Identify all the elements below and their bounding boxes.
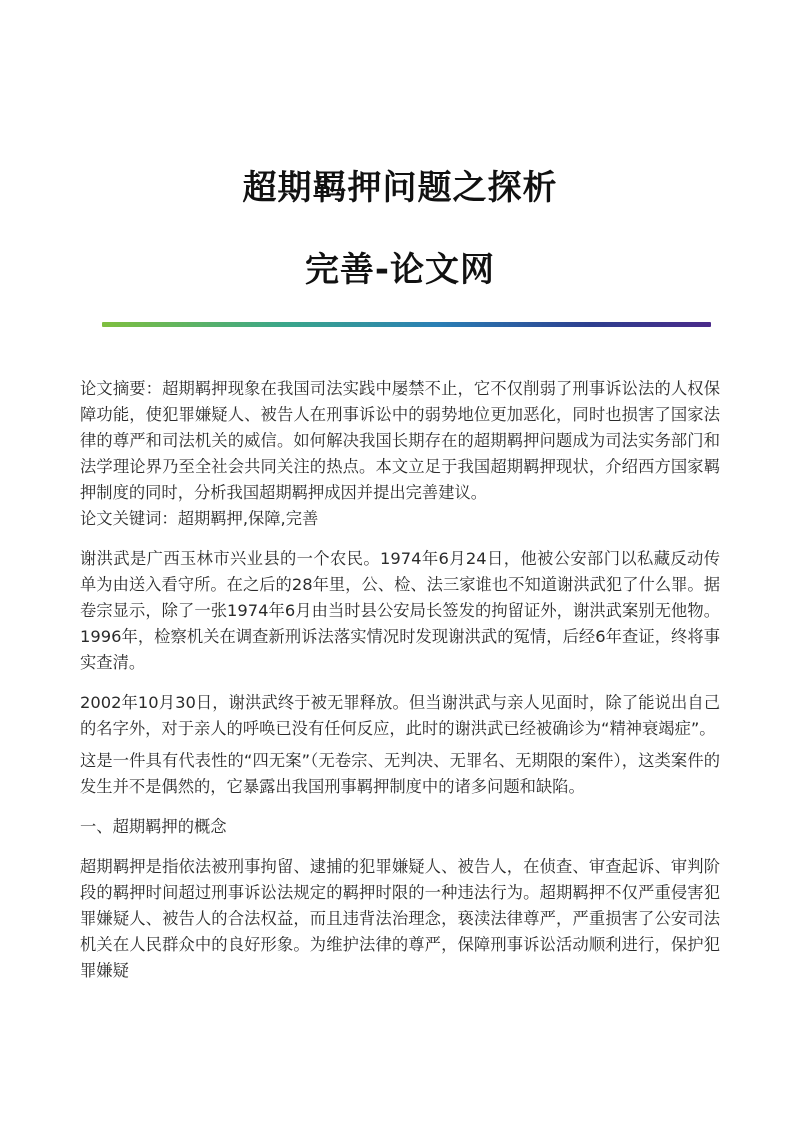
definition-paragraph: 超期羁押是指依法被刑事拘留、逮捕的犯罪嫌疑人、被告人，在侦查、审查起诉、审判阶段的羁押时间超过刑事诉讼法规定的羁押时限的一种违法行为。超期羁押不仅严重侵害犯罪嫌疑人、被告人的合法权益，而且违背法治理念，亵渎法律尊严，严重损害了公安司法机关在人民群众中的良好形象。为维护法律的尊严，保障刑事诉讼活动顺利进行，保护犯罪嫌疑 [80,857,720,980]
body-paragraph: 2002年10月30日，谢洪武终于被无罪释放。但当谢洪武与亲人见面时，除了能说出自己的名字外，对于亲人的呼唤已没有任何反应，此时的谢洪武已经被确诊为“精神衰竭症”。 [80,693,720,738]
section-heading: 一、超期羁押的概念 [80,817,227,836]
body-paragraph: 这是一件具有代表性的“四无案”（无卷宗、无判决、无罪名、无期限的案件），这类案件的发生并不是偶然的，它暴露出我国刑事羁押制度中的诸多问题和缺陷。 [80,751,720,796]
document-subtitle: 完善-论文网 [304,250,496,290]
title-divider [102,322,711,327]
abstract-paragraph: 论文摘要：超期羁押现象在我国司法实践中屡禁不止，它不仅削弱了刑事诉讼法的人权保障功能，使犯罪嫌疑人、被告人在刑事诉讼中的弱势地位更加恶化，同时也损害了国家法律的尊严和司法机关的威信。如何解决我国长期存在的超期羁押问题成为司法实务部门和法学理论界乃至全社会共同关注的热点。本文立足于我国超期羁押现状，介绍西方国家羁押制度的同时，分析我国超期羁押成因并提出完善建议。 [80,379,720,502]
document-body [80,376,720,984]
body-paragraph: 谢洪武是广西玉林市兴业县的一个农民。1974年6月24日，他被公安部门以私藏反动传单为由送入看守所。在之后的28年里，公、检、法三家谁也不知道谢洪武犯了什么罪。据卷宗显示，除了一张1974年6月由当时县公安局长签发的拘留证外，谢洪武案别无他物。1996年，检察机关在调查新刑诉法落实情况时发现谢洪武的冤情，后经6年查证，终将事实查清。 [80,549,720,672]
keywords-line: 论文关键词：超期羁押,保障,完善 [80,509,319,528]
document-title: 超期羁押问题之探析 [242,168,558,208]
